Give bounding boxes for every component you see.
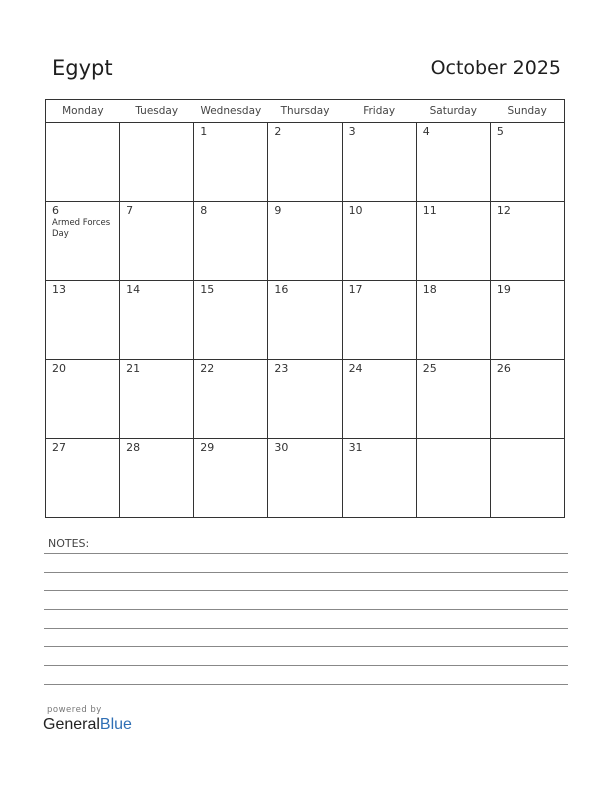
day-cell (416, 360, 490, 439)
day-number: 8 (200, 204, 208, 217)
note-line (44, 628, 568, 629)
day-number: 30 (274, 441, 289, 454)
day-cell (46, 202, 120, 281)
day-cell (268, 281, 342, 360)
day-cell (120, 202, 194, 281)
day-number: 13 (52, 283, 66, 296)
day-number: 20 (52, 362, 66, 375)
day-cell (490, 123, 564, 202)
week-row (46, 360, 565, 439)
day-cell (490, 439, 564, 518)
day-cell (120, 360, 194, 439)
day-cell (342, 439, 416, 518)
week-row (46, 439, 565, 518)
day-cell (490, 281, 564, 360)
week-row (46, 281, 565, 360)
weekday-tuesday: Tuesday (120, 100, 194, 123)
day-cell (46, 360, 120, 439)
weekday-friday: Friday (342, 100, 416, 123)
note-line (44, 609, 568, 610)
day-number: 6 (52, 204, 59, 217)
day-cell (194, 360, 268, 439)
day-number: 22 (200, 362, 215, 375)
day-cell (342, 123, 416, 202)
day-cell (416, 202, 490, 281)
day-number: 25 (422, 362, 437, 375)
day-number: 1 (200, 125, 208, 138)
day-number: 31 (348, 441, 363, 454)
powered-by-text: powered by (47, 705, 102, 715)
day-cell (194, 123, 268, 202)
day-cell (268, 360, 342, 439)
day-cell (490, 202, 564, 281)
weekday-header-row (46, 100, 565, 123)
day-cell (416, 123, 490, 202)
weekday-thursday: Thursday (268, 100, 342, 123)
week-row (46, 202, 565, 281)
day-cell (194, 202, 268, 281)
calendar-grid (45, 99, 565, 518)
day-number: 5 (496, 125, 504, 138)
day-number: 3 (348, 125, 356, 138)
day-number: 14 (126, 283, 141, 296)
day-number: 26 (496, 362, 511, 375)
week-row (46, 123, 565, 202)
weekday-wednesday: Wednesday (194, 100, 268, 123)
day-number: 27 (52, 441, 66, 454)
notes-label: NOTES: (48, 537, 90, 550)
note-line (44, 572, 568, 573)
day-number: 19 (496, 283, 511, 296)
day-number: 21 (126, 362, 141, 375)
day-number: 15 (200, 283, 215, 296)
day-cell (46, 439, 120, 518)
day-cell (416, 439, 490, 518)
holiday-label: Armed Forces Day (52, 218, 111, 239)
note-line (44, 684, 568, 685)
note-line (44, 665, 568, 666)
day-number: 2 (274, 125, 282, 138)
day-number: 24 (348, 362, 363, 375)
note-line (44, 553, 568, 554)
day-cell (120, 439, 194, 518)
day-cell (46, 123, 120, 202)
day-number: 4 (422, 125, 430, 138)
day-number: 9 (274, 204, 282, 217)
day-cell (46, 281, 120, 360)
weekday-sunday: Sunday (490, 100, 564, 123)
day-number: 11 (422, 204, 437, 217)
note-line (44, 646, 568, 647)
day-number: 10 (348, 204, 363, 217)
day-number: 23 (274, 362, 289, 375)
day-cell (490, 360, 564, 439)
day-number: 28 (126, 441, 141, 454)
brand-blue-text: Blue (99, 716, 132, 733)
day-number: 7 (126, 204, 134, 217)
day-cell (268, 439, 342, 518)
day-number: 17 (348, 283, 363, 296)
day-cell (342, 360, 416, 439)
day-cell (194, 281, 268, 360)
day-cell (342, 281, 416, 360)
generalblue-logo[interactable] (43, 716, 132, 734)
day-cell (194, 439, 268, 518)
note-line (44, 590, 568, 591)
day-cell (120, 123, 194, 202)
day-number: 16 (274, 283, 289, 296)
day-number: 18 (422, 283, 437, 296)
day-cell (268, 202, 342, 281)
day-cell (268, 123, 342, 202)
day-number: 29 (200, 441, 215, 454)
month-year-title: October 2025 (430, 57, 561, 79)
weekday-saturday: Saturday (416, 100, 490, 123)
brand-general-text: General (43, 716, 100, 733)
day-number: 12 (496, 204, 511, 217)
weekday-monday: Monday (46, 100, 120, 123)
country-title: Egypt (52, 56, 113, 80)
day-cell (120, 281, 194, 360)
day-cell (416, 281, 490, 360)
day-cell (342, 202, 416, 281)
